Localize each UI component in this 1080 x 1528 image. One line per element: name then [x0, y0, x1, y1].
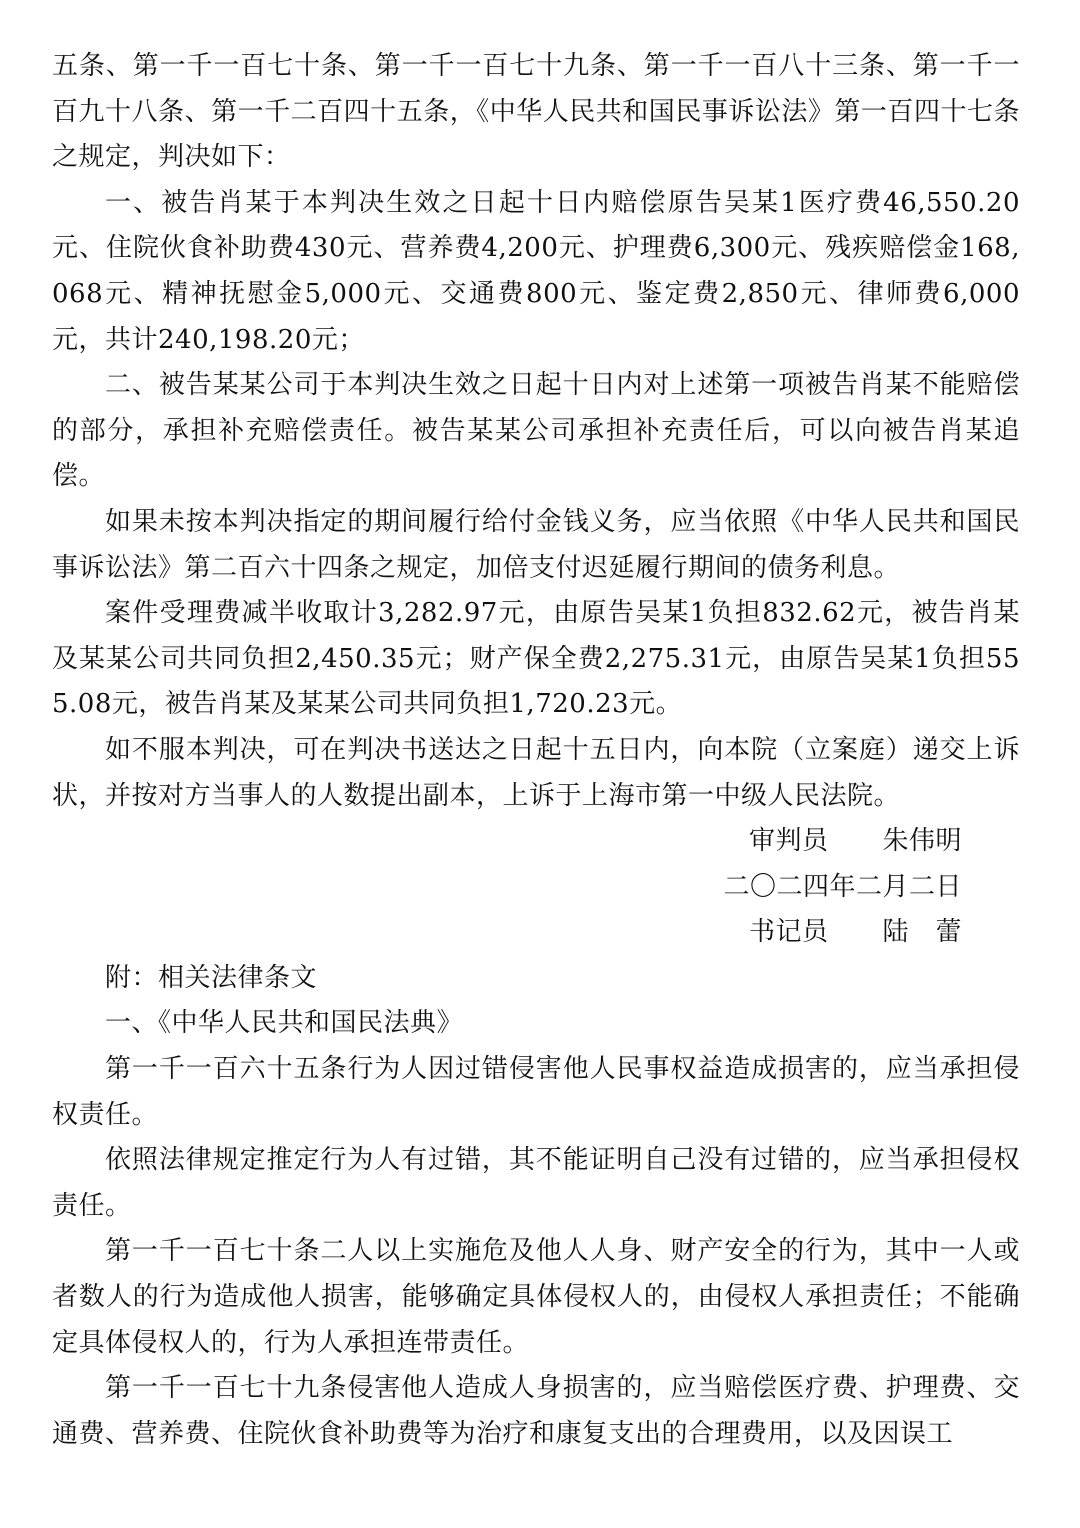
clerk-role: 书记员 — [748, 917, 829, 948]
law-article: 第一千一百六十五条行为人因过错侵害他人民事权益造成损害的，应当承担侵权责任。 — [52, 1054, 1020, 1130]
court-fees-paragraph: 案件受理费减半收取计3,282.97元，由原告吴某1负担832.62元，被告肖某及某某公司共同负担2,450.35元；财产保全费2,275.31元，由原告吴某1负担555.08元，被告肖某及某某公司共同负担1,720.23元。 — [52, 598, 1020, 720]
judge-signature-line — [52, 819, 1020, 865]
law-title: 一、《中华人民共和国民法典》 — [105, 1008, 464, 1039]
clerk-name: 陆 蕾 — [882, 917, 962, 948]
judgment-date-text: 二〇二四年二月二日 — [723, 871, 962, 902]
judgment-document — [52, 44, 1020, 1457]
signature-block — [52, 819, 1020, 956]
ruling-item-one: 一、被告肖某于本判决生效之日起十日内赔偿原告吴某1医疗费46,550.20元、住院伙食补助费430元、营养费4,200元、护理费6,300元、残疾赔偿金168,068元、精神抚慰金5,000元、交通费800元、鉴定费2,850元、律师费6,000元，共计240,198.20元； — [52, 187, 1020, 355]
late-payment-interest-paragraph: 如果未按本判决指定的期间履行给付金钱义务，应当依照《中华人民共和国民事诉讼法》第二百六十四条之规定，加倍支付迟延履行期间的债务利息。 — [52, 506, 1020, 583]
appendix-heading: 附：相关法律条文 — [105, 962, 318, 993]
judgment-date — [52, 865, 1020, 911]
judge-name: 朱伟明 — [882, 826, 962, 857]
judgment-basis-paragraph: 五条、第一千一百七十条、第一千一百七十九条、第一千一百八十三条、第一千一百九十八条、第一千二百四十五条，《中华人民共和国民事诉讼法》第一百四十七条之规定，判决如下： — [52, 51, 1020, 173]
appeal-notice-paragraph: 如不服本判决，可在判决书送达之日起十五日内，向本院（立案庭）递交上诉状，并按对方当事人的人数提出副本，上诉于上海市第一中级人民法院。 — [52, 734, 1020, 811]
law-article: 第一千一百七十九条侵害他人造成人身损害的，应当赔偿医疗费、护理费、交通费、营养费、住院伙食补助费等为治疗和康复支出的合理费用，以及因误工 — [52, 1373, 1020, 1449]
clerk-signature-line — [52, 910, 1020, 956]
ruling-item-two: 二、被告某某公司于本判决生效之日起十日内对上述第一项被告肖某不能赔偿的部分，承担补充赔偿责任。被告某某公司承担补充责任后，可以向被告肖某追偿。 — [52, 370, 1020, 492]
judge-role: 审判员 — [748, 826, 829, 857]
law-article: 第一千一百七十条二人以上实施危及他人人身、财产安全的行为，其中一人或者数人的行为造成他人损害，能够确定具体侵权人的，由侵权人承担责任；不能确定具体侵权人的，行为人承担连带责任。 — [52, 1236, 1020, 1358]
law-article: 依照法律规定推定行为人有过错，其不能证明自己没有过错的，应当承担侵权责任。 — [52, 1145, 1020, 1221]
